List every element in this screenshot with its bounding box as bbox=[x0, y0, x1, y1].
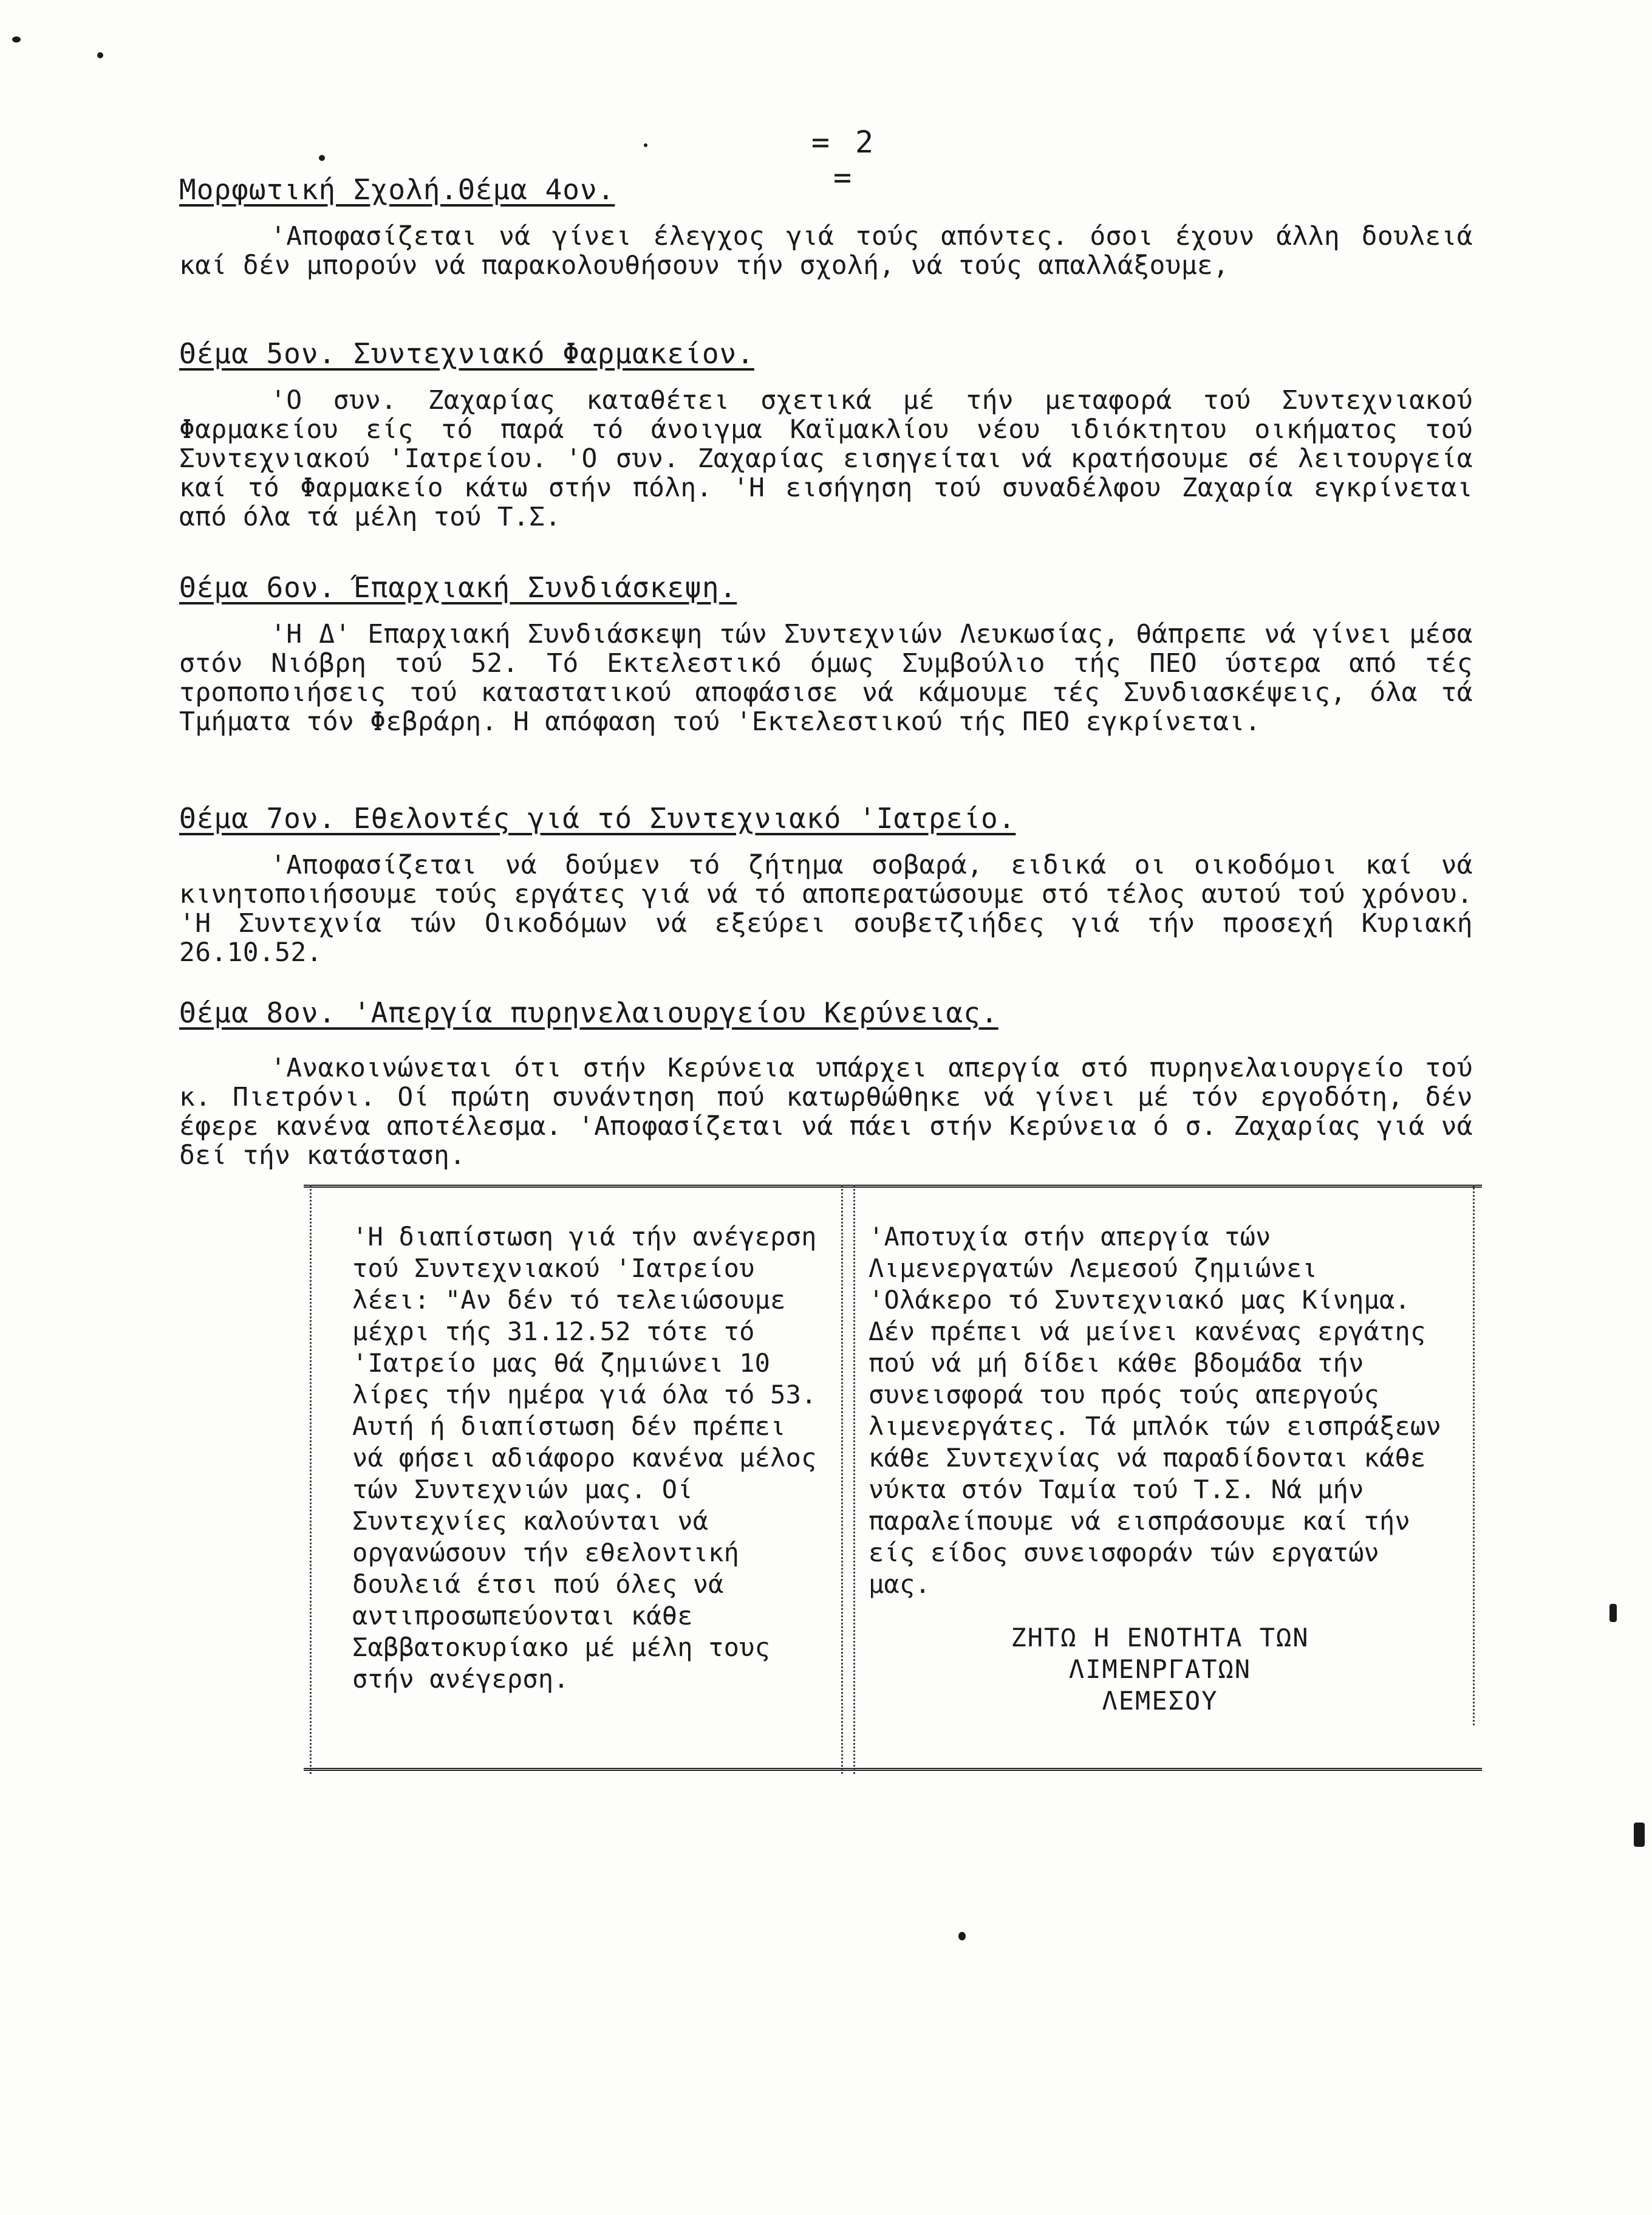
slogan-line: ΛΙΜΕΝΡΓΑΤΩΝ bbox=[1068, 1654, 1252, 1684]
scan-speck bbox=[644, 143, 647, 147]
section-heading: Μορφωτική Σχολή.Θέμα 4ον. bbox=[179, 173, 615, 206]
box-divider-inner bbox=[853, 1185, 855, 1774]
slogan-line: ΛΕΜΕΣΟΥ bbox=[1102, 1686, 1218, 1716]
box-bottom-rule bbox=[304, 1768, 1482, 1771]
box-right-border bbox=[1473, 1185, 1475, 1725]
section-body: 'Ο συν. Ζαχαρίας καταθέτει σχετικά μέ τήν μεταφορά τού Συντεχνιακού Φαρμακείου είς τό παρά τό άνοιγμα Καϊμακλίου νέου ιδιόκτητου οικήματος τού Συντεχνιακού 'Ιατρείου. 'Ο συν. Ζαχαρίας εισηγείται νά κρατήσουμε σέ λειτουργεία καί τό Φαρμακείο κάτω στήν πόλη. 'Η εισήγηση τού συναδέλφου Ζαχαρία εγκρίνεται από όλα τά μέλη τού Τ.Σ. bbox=[179, 385, 1473, 532]
section-body: 'Η Δ' Επαρχιακή Συνδιάσκεψη τών Συντεχνιών Λευκωσίας, θάπρεπε νά γίνει μέσα στόν Νιόβρη τού 52. Τό Εκτελεστικό όμως Συμβούλιο τής ΠΕΟ ύστερα από τές τροποποιήσεις τού καταστατικού αποφάσισε νά κάμουμε τές Συνδιασκέψεις, όλα τά Τμήματα τόν Φεβράρη. Η απόφαση τού 'Εκτελεστικού τής ΠΕΟ εγκρίνεται. bbox=[179, 619, 1473, 737]
scan-speck bbox=[1634, 1823, 1645, 1847]
box-top-rule bbox=[304, 1185, 1482, 1188]
scan-speck bbox=[319, 155, 325, 161]
section-theme-4 bbox=[179, 173, 1473, 280]
scan-speck bbox=[12, 36, 21, 43]
notice-text: 'Αποτυχία στήν απεργία τών Λιμενεργατών Λεμεσού ζημιώνει 'Ολάκερο τό Συντεχνιακό μας Κίνημα. Δέν πρέπει νά μείνει κανένας εργάτης πού νά μή δίδει κάθε βδομάδα τήν συνεισφορά του πρός τούς απεργούς λιμενεργάτες. Τά μπλόκ τών εισπράξεων κάθε Συντεχνίας νά παραδίδονται κάθε νύκτα στόν Ταμία τού Τ.Σ. Νά μήν παραλείπουμε νά εισπράσουμε καί τήν είς είδος συνεισφοράν τών εργατών μας. bbox=[869, 1222, 1441, 1599]
section-body: 'Αποφασίζεται νά δούμεν τό ζήτημα σοβαρά, ειδικά οι οικοδόμοι καί νά κινητοποιήσουμε τούς εργάτες γιά νά τό αποπερατώσουμε στό τέλος αυτού τού χρόνου. 'Η Συντεχνία τών Οικοδόμων νά εξεύρει σουβετζιήδες γιά τήν προσεχή Κυριακή 26.10.52. bbox=[179, 850, 1473, 968]
section-theme-5 bbox=[179, 337, 1473, 532]
section-theme-8 bbox=[179, 996, 1473, 1170]
section-theme-6 bbox=[179, 571, 1473, 736]
section-heading: Θέμα 8ον. 'Απεργία πυρηνελαιουργείου Κερύνειας. bbox=[179, 996, 998, 1029]
box-left-border bbox=[310, 1185, 312, 1774]
box-divider bbox=[841, 1185, 843, 1774]
boxed-notices bbox=[304, 1185, 1482, 1774]
scan-speck bbox=[1609, 1604, 1617, 1622]
scan-speck bbox=[958, 1932, 966, 1940]
section-heading: Θέμα 5ον. Συντεχνιακό Φαρμακείον. bbox=[179, 337, 754, 370]
page-number: = 2 = bbox=[811, 125, 878, 195]
section-theme-7 bbox=[179, 802, 1473, 967]
slogan bbox=[869, 1622, 1452, 1717]
section-body: 'Ανακοινώνεται ότι στήν Κερύνεια υπάρχει απεργία στό πυρηνελαιουργείο τού κ. Πιετρόνι. Οί πρώτη συνάντηση πού κατωρθώθηκε νά γίνει μέ τόν εργοδότη, δέν έφερε κανένα αποτέλεσμα. 'Αποφασίζεται νά πάει στήν Κερύνεια ό σ. Ζαχαρίας γιά νά δεί τήν κατάσταση. bbox=[179, 1053, 1473, 1171]
notice-text: 'Η διαπίστωση γιά τήν ανέγερση τού Συντεχνιακού 'Ιατρείου λέει: "Αν δέν τό τελειώσουμε μέχρι τής 31.12.52 τότε τό 'Ιατρείο μας θά ζημιώνει 10 λίρες τήν ημέρα γιά όλα τό 53. Αυτή ή διαπίστωση δέν πρέπει νά φήσει αδιάφορο κανένα μέλος τών Συντεχνιών μας. Οί Συντεχνίες καλούνται νά οργανώσουν τήν εθελοντική δουλειά έτσι πού όλες νά αντιπροσωπεύονται κάθε Σαββατοκυρίακο μέ μέλη τους στήν ανέγερση. bbox=[352, 1222, 817, 1694]
notice-box-infirmary bbox=[352, 1221, 832, 1695]
scan-speck bbox=[97, 52, 103, 58]
section-heading: Θέμα 6ον. Έπαρχιακή Συνδιάσκεψη. bbox=[179, 571, 737, 604]
section-body: 'Αποφασίζεται νά γίνει έλεγχος γιά τούς απόντες. όσοι έχουν άλλη δουλειά καί δέν μπορούν νά παρακολουθήσουν τήν σχολή, νά τούς απαλλάξουμε, bbox=[179, 221, 1473, 281]
slogan-line: ΖΗΤΩ Η ΕΝΟΤΗΤΑ ΤΩΝ bbox=[1011, 1623, 1309, 1652]
notice-box-strike bbox=[869, 1221, 1452, 1717]
section-heading: Θέμα 7ον. Εθελοντές γιά τό Συντεχνιακό 'Ιατρείο. bbox=[179, 802, 1016, 835]
